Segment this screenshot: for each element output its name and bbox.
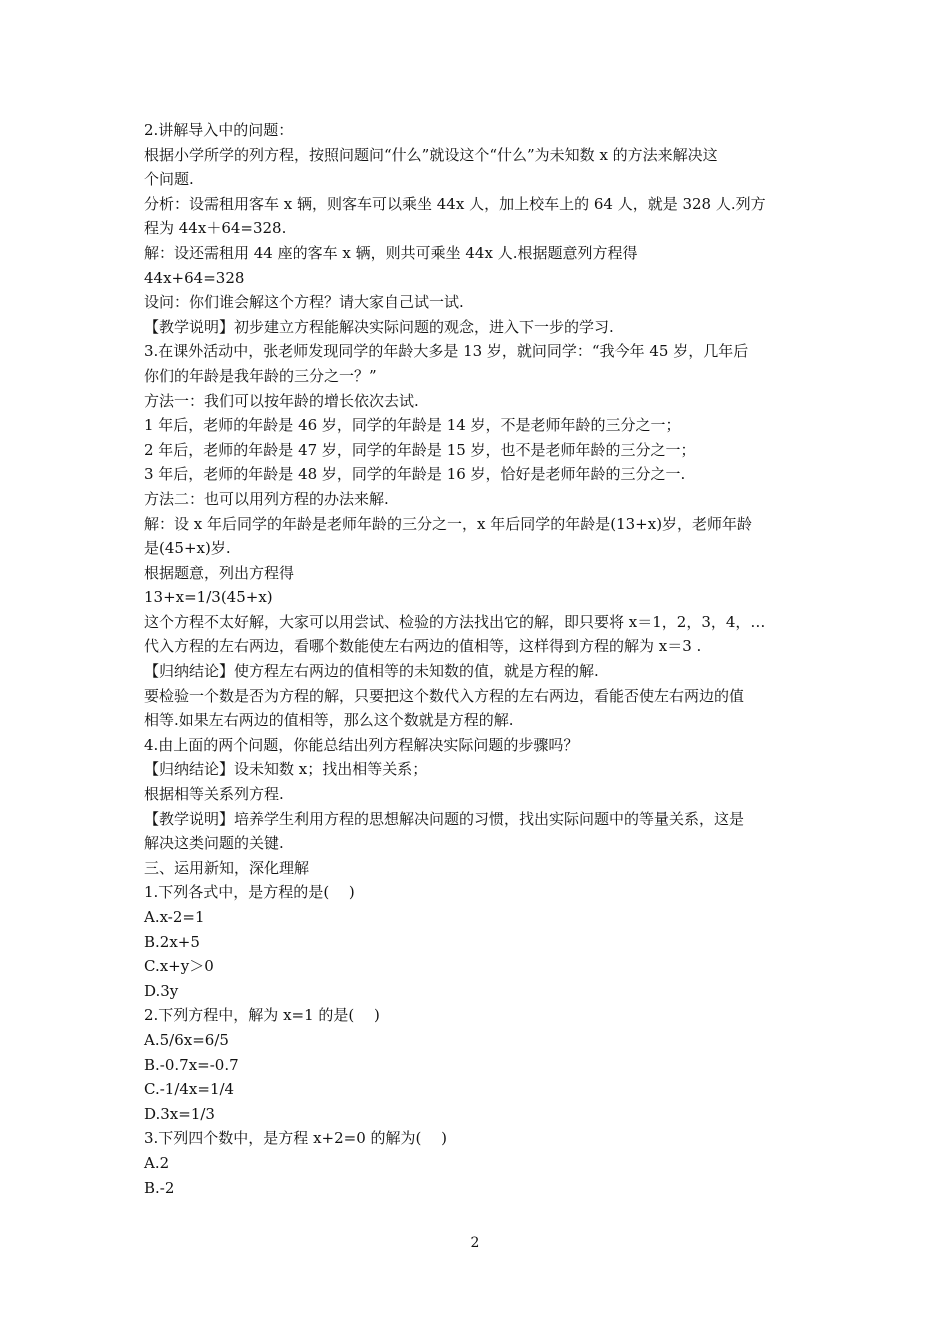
question-1-option-c: C.x+y＞0 — [144, 957, 214, 976]
equation-line: 44x+64=328 — [144, 268, 245, 287]
conclusion-line-2: 【归纳结论】设未知数 x；找出相等关系； — [144, 760, 428, 779]
question-1-option-b: B.2x+5 — [144, 932, 200, 951]
text-line-25: 相等.如果左右两边的值相等，那么这个数就是方程的解. — [144, 711, 514, 730]
text-line-12: 方法一：我们可以按年龄的增长依次去试. — [144, 391, 419, 410]
text-line-14: 2 年后，老师的年龄是 47 岁，同学的年龄是 15 岁，也不是老师年龄的三分之一； — [144, 440, 696, 459]
question-1-option-d: D.3y — [144, 981, 179, 1000]
text-line-6: 解：设还需租用 44 座的客车 x 辆，则共可乘坐 44x 人.根据题意列方程得 — [144, 243, 638, 262]
text-line-15: 3 年后，老师的年龄是 48 岁，同学的年龄是 16 岁，恰好是老师年龄的三分之一. — [144, 465, 686, 484]
question-1: 1.下列各式中，是方程的是( ) — [144, 883, 355, 902]
text-line-2: 根据小学所学的列方程，按照问题问“什么”就设这个“什么”为未知数 x 的方法来解决这 — [144, 145, 718, 164]
question-3-option-b: B.-2 — [144, 1178, 175, 1197]
text-line-19: 根据题意，列出方程得 — [144, 563, 295, 582]
equation-line-2: 13+x=1/3(45+x) — [144, 588, 273, 607]
question-2: 2.下列方程中，解为 x=1 的是( ) — [144, 1006, 380, 1025]
text-line-8: 设问：你们谁会解这个方程？请大家自己试一试. — [144, 293, 464, 312]
question-2-option-a: A.5/6x=6/5 — [144, 1030, 229, 1049]
text-line-13: 1 年后，老师的年龄是 46 岁，同学的年龄是 14 岁，不是老师年龄的三分之一； — [144, 416, 681, 435]
text-line-17: 解：设 x 年后同学的年龄是老师年龄的三分之一，x 年后同学的年龄是(13+x)岁，老师年龄 — [144, 514, 753, 533]
teaching-note-line-2: 【教学说明】培养学生利用方程的思想解决问题的习惯，找出实际问题中的等量关系，这是 — [144, 809, 745, 828]
text-line-30: 解决这类问题的关键. — [144, 834, 284, 853]
text-line-21: 这个方程不太好解，大家可以用尝试、检验的方法找出它的解，即只要将 x＝1，2，3，4，… — [144, 612, 766, 631]
text-line-26: 4.由上面的两个问题，你能总结出列方程解决实际问题的步骤吗？ — [144, 735, 579, 754]
page-body — [144, 118, 810, 1200]
question-3: 3.下列四个数中，是方程 x+2=0 的解为( ) — [144, 1129, 448, 1148]
text-line-16: 方法二：也可以用列方程的办法来解. — [144, 489, 389, 508]
conclusion-line: 【归纳结论】使方程左右两边的值相等的未知数的值，就是方程的解. — [144, 662, 599, 681]
question-2-option-d: D.3x=1/3 — [144, 1104, 215, 1123]
text-line-18: 是(45+x)岁. — [144, 539, 231, 558]
text-line-3: 个问题. — [144, 170, 194, 189]
question-3-option-a: A.2 — [144, 1153, 170, 1172]
text-line-11: 你们的年龄是我年龄的三分之一？” — [144, 366, 377, 385]
question-2-option-b: B.-0.7x=-0.7 — [144, 1055, 239, 1074]
text-line-4: 分析：设需租用客车 x 辆，则客车可以乘坐 44x 人，加上校车上的 64 人，就是 328 人.列方 — [144, 194, 766, 213]
text-line-22: 代入方程的左右两边，看哪个数能使左右两边的值相等，这样得到方程的解为 x＝3 . — [144, 637, 702, 656]
text-line-28: 根据相等关系列方程. — [144, 785, 284, 804]
text-line-24: 要检验一个数是否为方程的解，只要把这个数代入方程的左右两边，看能否使左右两边的值 — [144, 686, 745, 705]
page-number: 2 — [470, 1235, 480, 1251]
text-line-1: 2.讲解导入中的问题： — [144, 121, 294, 139]
teaching-note-line: 【教学说明】初步建立方程能解决实际问题的观念，进入下一步的学习. — [144, 317, 614, 336]
text-line-10: 3.在课外活动中，张老师发现同学的年龄大多是 13 岁，就问同学：“我今年 45 岁，几年后 — [144, 342, 749, 361]
question-1-option-a: A.x-2=1 — [144, 908, 205, 926]
section-heading: 三、运用新知，深化理解 — [144, 858, 310, 877]
question-2-option-c: C.-1/4x=1/4 — [144, 1080, 235, 1099]
text-line-5: 程为 44x＋64=328. — [144, 219, 287, 238]
